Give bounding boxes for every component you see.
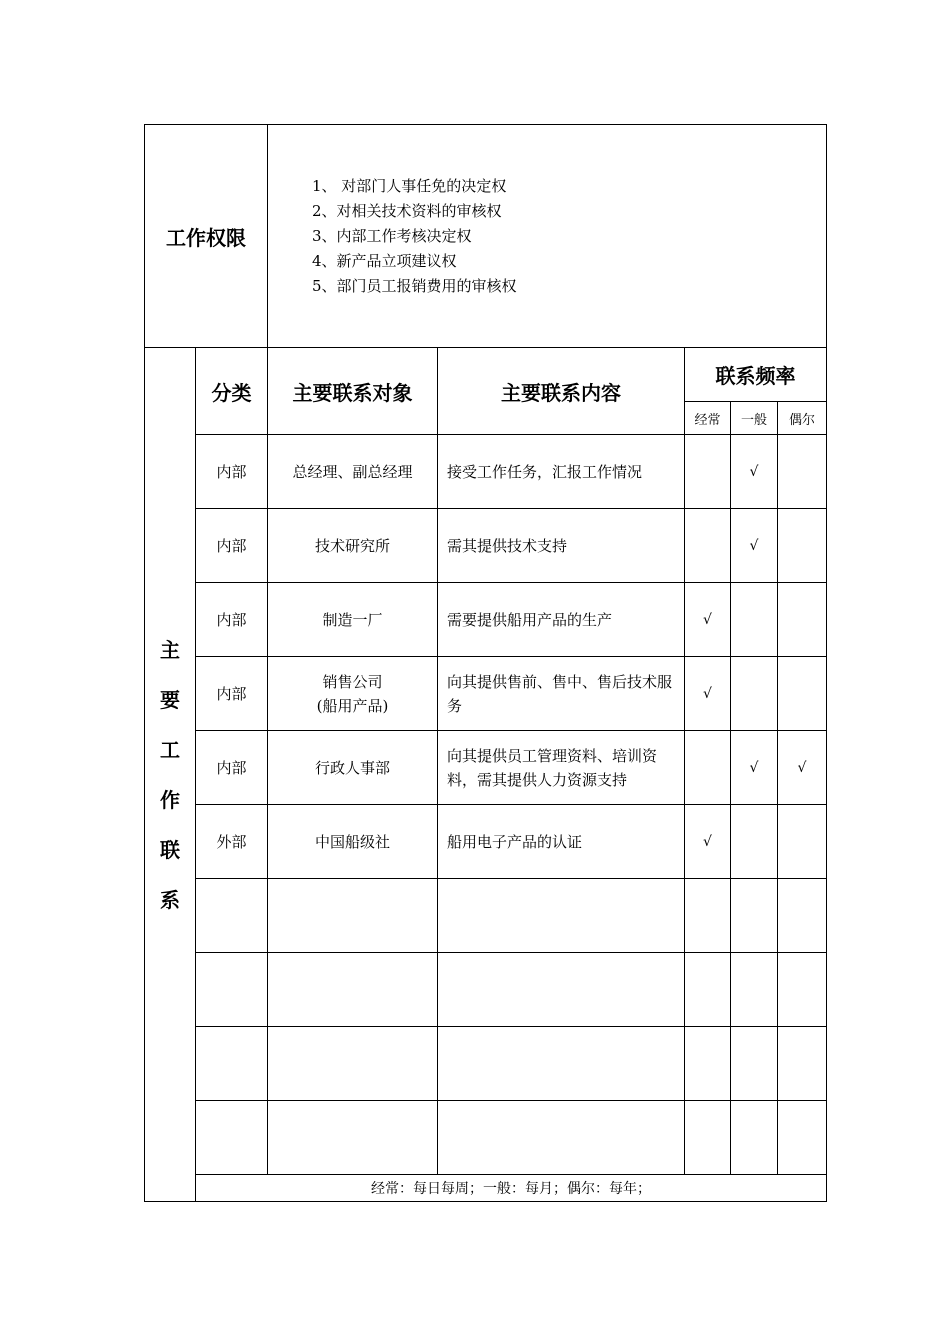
side-title-char: 作 xyxy=(160,787,180,812)
row-often-check xyxy=(685,1101,731,1175)
row-normal-check xyxy=(731,1101,778,1175)
row-normal-check xyxy=(731,805,778,879)
table-row xyxy=(145,583,827,657)
row-content xyxy=(438,1101,685,1175)
job-description-table xyxy=(144,124,827,1202)
row-target: 销售公司 (船用产品) xyxy=(268,657,438,731)
row-often-check: √ xyxy=(685,657,731,731)
side-title-char: 联 xyxy=(160,837,180,862)
row-seldom-check xyxy=(778,805,827,879)
row-category xyxy=(196,953,268,1027)
row-normal-check xyxy=(731,657,778,731)
authority-row xyxy=(145,125,827,348)
footnote-row xyxy=(145,1175,827,1202)
row-content: 需其提供技术支持 xyxy=(438,509,685,583)
table-row xyxy=(145,879,827,953)
contacts-header-row xyxy=(145,348,827,402)
table-row xyxy=(145,509,827,583)
row-normal-check: √ xyxy=(731,435,778,509)
authority-title: 工作权限 xyxy=(145,125,268,348)
row-often-check xyxy=(685,435,731,509)
row-content: 接受工作任务，汇报工作情况 xyxy=(438,435,685,509)
row-content: 需要提供船用产品的生产 xyxy=(438,583,685,657)
row-target xyxy=(268,953,438,1027)
row-target: 总经理、副总经理 xyxy=(268,435,438,509)
authority-list-cell xyxy=(268,125,827,348)
table-row xyxy=(145,953,827,1027)
header-target: 主要联系对象 xyxy=(268,348,438,435)
row-content xyxy=(438,1027,685,1101)
table-row xyxy=(145,1101,827,1175)
header-frequency: 联系频率 xyxy=(685,348,827,402)
authority-list xyxy=(312,174,826,299)
row-often-check: √ xyxy=(685,805,731,879)
row-category xyxy=(196,879,268,953)
side-title-char: 主 xyxy=(160,637,180,662)
row-seldom-check xyxy=(778,509,827,583)
row-content: 向其提供售前、售中、售后技术服务 xyxy=(438,657,685,731)
header-content: 主要联系内容 xyxy=(438,348,685,435)
row-target: 制造一厂 xyxy=(268,583,438,657)
header-category: 分类 xyxy=(196,348,268,435)
row-target xyxy=(268,879,438,953)
row-seldom-check xyxy=(778,583,827,657)
frequency-footnote: 经常：每日每周；一般：每月；偶尔：每年； xyxy=(196,1175,827,1202)
row-seldom-check xyxy=(778,1101,827,1175)
row-normal-check xyxy=(731,583,778,657)
row-target xyxy=(268,1027,438,1101)
row-seldom-check: √ xyxy=(778,731,827,805)
side-title-char: 系 xyxy=(160,887,180,912)
row-seldom-check xyxy=(778,435,827,509)
row-category xyxy=(196,1027,268,1101)
row-seldom-check xyxy=(778,879,827,953)
header-often: 经常 xyxy=(685,402,731,435)
row-seldom-check xyxy=(778,657,827,731)
row-often-check xyxy=(685,731,731,805)
row-normal-check: √ xyxy=(731,509,778,583)
contacts-side-title xyxy=(145,348,196,1202)
row-often-check xyxy=(685,879,731,953)
authority-item: 4、新产品立项建议权 xyxy=(312,251,457,270)
row-often-check xyxy=(685,953,731,1027)
table-row xyxy=(145,435,827,509)
row-content xyxy=(438,879,685,953)
row-content: 船用电子产品的认证 xyxy=(438,805,685,879)
row-category: 内部 xyxy=(196,583,268,657)
row-category: 内部 xyxy=(196,509,268,583)
side-title-char: 工 xyxy=(160,737,180,762)
row-category: 外部 xyxy=(196,805,268,879)
row-category xyxy=(196,1101,268,1175)
row-normal-check xyxy=(731,1027,778,1101)
authority-item: 2、对相关技术资料的审核权 xyxy=(312,201,502,220)
authority-item: 3、内部工作考核决定权 xyxy=(312,226,472,245)
row-often-check xyxy=(685,509,731,583)
row-often-check xyxy=(685,1027,731,1101)
row-often-check: √ xyxy=(685,583,731,657)
row-target: 中国船级社 xyxy=(268,805,438,879)
row-normal-check xyxy=(731,953,778,1027)
row-category: 内部 xyxy=(196,657,268,731)
table-row xyxy=(145,805,827,879)
row-seldom-check xyxy=(778,1027,827,1101)
table-row xyxy=(145,731,827,805)
row-normal-check xyxy=(731,879,778,953)
table-row xyxy=(145,1027,827,1101)
table-row xyxy=(145,657,827,731)
row-target: 行政人事部 xyxy=(268,731,438,805)
header-normal: 一般 xyxy=(731,402,778,435)
row-category: 内部 xyxy=(196,731,268,805)
row-content: 向其提供员工管理资料、培训资料，需其提供人力资源支持 xyxy=(438,731,685,805)
row-category: 内部 xyxy=(196,435,268,509)
authority-item: 5、部门员工报销费用的审核权 xyxy=(312,276,517,295)
side-title-char: 要 xyxy=(160,687,180,712)
row-target xyxy=(268,1101,438,1175)
row-normal-check: √ xyxy=(731,731,778,805)
row-target: 技术研究所 xyxy=(268,509,438,583)
row-seldom-check xyxy=(778,953,827,1027)
header-seldom: 偶尔 xyxy=(778,402,827,435)
authority-item: 1、 对部门人事任免的决定权 xyxy=(312,176,507,195)
row-content xyxy=(438,953,685,1027)
